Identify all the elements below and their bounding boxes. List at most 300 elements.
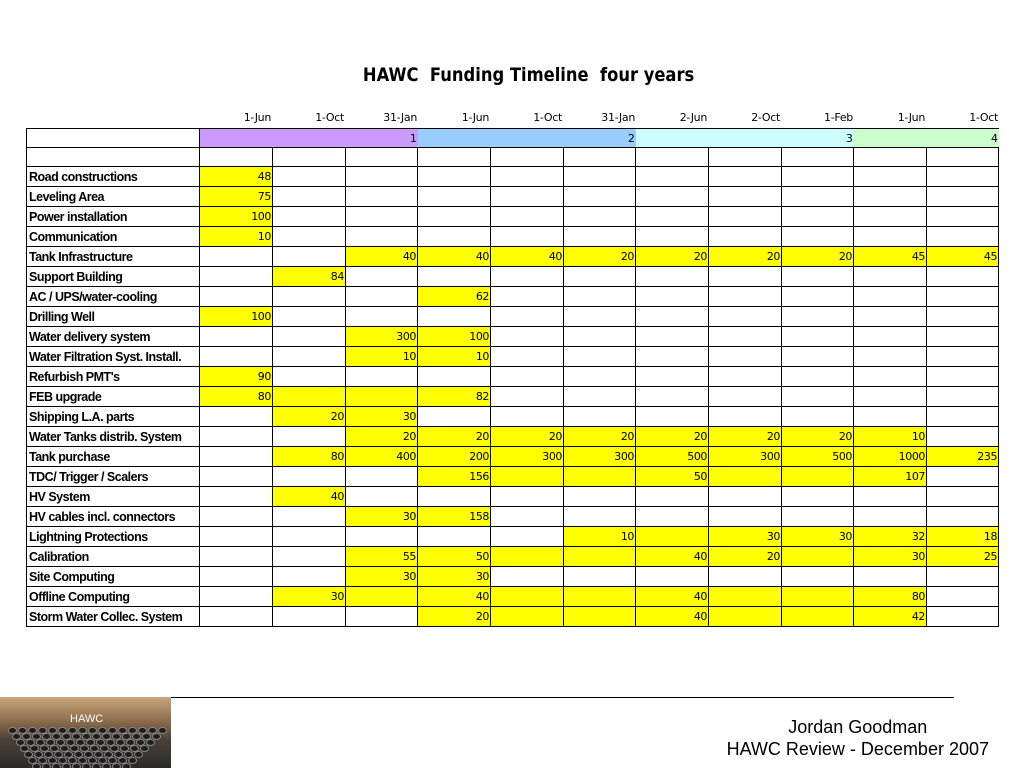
funding-cell: [491, 387, 564, 407]
funding-cell: 80: [854, 587, 927, 607]
funding-cell: [709, 327, 782, 347]
funding-cell: 48: [200, 167, 273, 187]
funding-cell: [273, 367, 346, 387]
blank-cell: [418, 148, 491, 167]
date-label: 1-Jun: [461, 111, 489, 124]
funding-cell: [491, 327, 564, 347]
date-label: 1-Oct: [969, 111, 998, 124]
funding-cell: 75: [200, 187, 273, 207]
funding-cell: [200, 587, 273, 607]
funding-cell: [636, 487, 709, 507]
funding-cell: [636, 367, 709, 387]
funding-cell: 500: [782, 447, 854, 467]
funding-cell: [346, 207, 418, 227]
funding-cell: [927, 587, 999, 607]
funding-cell: [636, 527, 709, 547]
blank-cell: [854, 148, 927, 167]
row-label: Water Tanks distrib. System: [27, 427, 200, 447]
funding-cell: [709, 387, 782, 407]
date-label: 1-Oct: [315, 111, 344, 124]
funding-cell: [418, 187, 491, 207]
year-band-row: [27, 129, 999, 148]
row-label: Road constructions: [27, 167, 200, 187]
funding-cell: [927, 487, 999, 507]
tank-icon: [62, 763, 71, 768]
funding-cell: 300: [346, 327, 418, 347]
funding-cell: [927, 467, 999, 487]
funding-cell: [564, 407, 636, 427]
funding-cell: [491, 607, 564, 627]
funding-cell: 107: [854, 467, 927, 487]
funding-cell: [346, 387, 418, 407]
funding-cell: 84: [273, 267, 346, 287]
funding-cell: [927, 387, 999, 407]
date-label: 31-Jan: [383, 111, 417, 124]
funding-cell: [709, 267, 782, 287]
funding-cell: [927, 367, 999, 387]
year-band-4: 4: [854, 129, 999, 148]
funding-cell: [709, 227, 782, 247]
funding-cell: [273, 167, 346, 187]
funding-cell: [636, 267, 709, 287]
table-row: [27, 607, 999, 627]
funding-cell: 40: [491, 247, 564, 267]
year-band-3: 3: [636, 129, 854, 148]
funding-cell: 40: [346, 247, 418, 267]
funding-cell: [273, 507, 346, 527]
funding-cell: [273, 427, 346, 447]
date-label: 1-Feb: [824, 111, 853, 124]
funding-cell: [346, 587, 418, 607]
funding-cell: 20: [273, 407, 346, 427]
funding-cell: [709, 567, 782, 587]
table-row: [27, 427, 999, 447]
funding-cell: [418, 487, 491, 507]
table-row: [27, 187, 999, 207]
funding-cell: [636, 207, 709, 227]
funding-cell: 158: [418, 507, 491, 527]
blank-cell: [564, 148, 636, 167]
funding-cell: [636, 347, 709, 367]
funding-cell: [709, 287, 782, 307]
funding-cell: [782, 487, 854, 507]
date-label: 1-Jun: [897, 111, 925, 124]
funding-cell: [200, 267, 273, 287]
funding-cell: [927, 567, 999, 587]
funding-cell: [564, 587, 636, 607]
funding-cell: [418, 227, 491, 247]
funding-cell: [491, 407, 564, 427]
date-label: 2-Oct: [751, 111, 780, 124]
slide-title: HAWC Funding Timeline four years: [362, 64, 695, 86]
funding-cell: 20: [709, 547, 782, 567]
table-row: [27, 507, 999, 527]
funding-cell: [927, 347, 999, 367]
funding-cell: [564, 327, 636, 347]
funding-cell: [709, 167, 782, 187]
funding-cell: [854, 407, 927, 427]
funding-cell: [564, 307, 636, 327]
funding-cell: [346, 167, 418, 187]
funding-cell: [782, 407, 854, 427]
funding-cell: 30: [346, 407, 418, 427]
funding-cell: [709, 487, 782, 507]
table-row: [27, 307, 999, 327]
row-label: Tank purchase: [27, 447, 200, 467]
footer-divider: [170, 697, 954, 698]
funding-cell: [418, 307, 491, 327]
funding-cell: [564, 187, 636, 207]
funding-cell: [782, 347, 854, 367]
funding-cell: 300: [491, 447, 564, 467]
funding-cell: [564, 167, 636, 187]
funding-cell: [636, 507, 709, 527]
funding-cell: 20: [418, 427, 491, 447]
funding-cell: 100: [200, 207, 273, 227]
table-row: [27, 467, 999, 487]
funding-cell: 80: [273, 447, 346, 467]
funding-cell: 30: [854, 547, 927, 567]
funding-cell: 30: [273, 587, 346, 607]
blank-cell: [782, 148, 854, 167]
funding-cell: [636, 387, 709, 407]
funding-cell: [346, 307, 418, 327]
funding-cell: 20: [564, 427, 636, 447]
funding-cell: [200, 427, 273, 447]
funding-cell: 20: [709, 427, 782, 447]
funding-cell: 235: [927, 447, 999, 467]
funding-cell: [564, 467, 636, 487]
funding-cell: [564, 267, 636, 287]
table-row: [27, 447, 999, 467]
funding-cell: [273, 207, 346, 227]
funding-cell: [491, 587, 564, 607]
funding-cell: [273, 547, 346, 567]
row-label: Calibration: [27, 547, 200, 567]
funding-cell: 40: [636, 607, 709, 627]
funding-cell: [491, 227, 564, 247]
table-row: [27, 387, 999, 407]
funding-cell: [273, 527, 346, 547]
funding-cell: [636, 407, 709, 427]
funding-cell: [564, 227, 636, 247]
row-label: Offline Computing: [27, 587, 200, 607]
funding-cell: 10: [346, 347, 418, 367]
funding-cell: [927, 507, 999, 527]
row-label: FEB upgrade: [27, 387, 200, 407]
funding-cell: [273, 607, 346, 627]
funding-cell: [564, 547, 636, 567]
funding-cell: 82: [418, 387, 491, 407]
funding-cell: [491, 307, 564, 327]
blank-cell: [27, 148, 200, 167]
funding-cell: 40: [636, 587, 709, 607]
funding-cell: [564, 367, 636, 387]
funding-cell: 18: [927, 527, 999, 547]
funding-cell: 20: [636, 427, 709, 447]
funding-cell: [273, 327, 346, 347]
funding-cell: [927, 187, 999, 207]
funding-cell: [782, 367, 854, 387]
funding-cell: [782, 267, 854, 287]
funding-cell: [346, 467, 418, 487]
funding-cell: [491, 367, 564, 387]
funding-cell: [564, 207, 636, 227]
blank-cell: [200, 148, 273, 167]
tank-icon: [52, 763, 61, 768]
funding-cell: [636, 287, 709, 307]
table-row: [27, 547, 999, 567]
funding-cell: [782, 327, 854, 347]
funding-cell: [782, 307, 854, 327]
funding-cell: 100: [418, 327, 491, 347]
logo-text: HAWC: [70, 713, 104, 725]
funding-cell: [491, 167, 564, 187]
funding-cell: [273, 347, 346, 367]
funding-cell: [564, 607, 636, 627]
table-row: [27, 487, 999, 507]
funding-cell: [200, 527, 273, 547]
row-label: Communication: [27, 227, 200, 247]
funding-cell: [636, 307, 709, 327]
date-label: 31-Jan: [601, 111, 635, 124]
blank-cell: [491, 148, 564, 167]
funding-cell: [200, 487, 273, 507]
row-label: HV cables incl. connectors: [27, 507, 200, 527]
funding-cell: [564, 567, 636, 587]
funding-cell: [273, 247, 346, 267]
blank-cell: [273, 148, 346, 167]
funding-cell: [782, 467, 854, 487]
funding-cell: [927, 407, 999, 427]
funding-cell: [636, 327, 709, 347]
funding-cell: [200, 467, 273, 487]
funding-cell: [927, 287, 999, 307]
funding-cell: [854, 347, 927, 367]
funding-cell: 300: [709, 447, 782, 467]
funding-cell: [418, 367, 491, 387]
funding-cell: [346, 487, 418, 507]
funding-cell: [273, 467, 346, 487]
year-band-label-cell: [27, 129, 200, 148]
funding-cell: [200, 347, 273, 367]
funding-cell: [491, 487, 564, 507]
tank-icon: [92, 763, 101, 768]
funding-cell: [491, 287, 564, 307]
funding-cell: [927, 607, 999, 627]
date-label: 2-Jun: [679, 111, 707, 124]
funding-cell: [564, 507, 636, 527]
row-label: Leveling Area: [27, 187, 200, 207]
blank-cell: [927, 148, 999, 167]
funding-cell: [491, 527, 564, 547]
funding-cell: 500: [636, 447, 709, 467]
funding-cell: 50: [636, 467, 709, 487]
funding-cell: [709, 347, 782, 367]
funding-cell: [491, 547, 564, 567]
year-band-2: 2: [418, 129, 636, 148]
funding-cell: [418, 407, 491, 427]
funding-cell: [854, 507, 927, 527]
table-row: [27, 347, 999, 367]
funding-cell: [491, 187, 564, 207]
tank-icon: [32, 763, 41, 768]
funding-cell: [200, 247, 273, 267]
funding-cell: 42: [854, 607, 927, 627]
funding-cell: [564, 287, 636, 307]
row-label: Tank Infrastructure: [27, 247, 200, 267]
row-label: HV System: [27, 487, 200, 507]
funding-cell: [854, 387, 927, 407]
funding-cell: 20: [636, 247, 709, 267]
funding-cell: 30: [346, 567, 418, 587]
funding-cell: 20: [709, 247, 782, 267]
funding-cell: [854, 187, 927, 207]
funding-cell: 62: [418, 287, 491, 307]
funding-cell: [782, 187, 854, 207]
funding-cell: [636, 187, 709, 207]
funding-cell: 400: [346, 447, 418, 467]
funding-cell: 40: [418, 587, 491, 607]
funding-cell: [200, 567, 273, 587]
funding-cell: 30: [346, 507, 418, 527]
table-row: [27, 527, 999, 547]
funding-cell: [491, 207, 564, 227]
funding-cell: [709, 607, 782, 627]
funding-cell: 300: [564, 447, 636, 467]
funding-cell: [491, 507, 564, 527]
funding-cell: [200, 447, 273, 467]
funding-cell: [927, 167, 999, 187]
funding-cell: [273, 287, 346, 307]
funding-cell: 40: [273, 487, 346, 507]
funding-cell: 30: [782, 527, 854, 547]
funding-cell: [346, 267, 418, 287]
funding-cell: [709, 507, 782, 527]
funding-cell: [709, 207, 782, 227]
table-row: [27, 207, 999, 227]
funding-cell: 20: [564, 247, 636, 267]
funding-cell: [346, 227, 418, 247]
funding-cell: [927, 427, 999, 447]
row-label: Power installation: [27, 207, 200, 227]
funding-cell: [491, 467, 564, 487]
year-band-1: 1: [200, 129, 418, 148]
funding-cell: [346, 527, 418, 547]
tank-icon: [72, 763, 81, 768]
row-label: Refurbish PMT's: [27, 367, 200, 387]
funding-timeline-table: [26, 128, 999, 627]
funding-cell: 55: [346, 547, 418, 567]
funding-cell: [273, 567, 346, 587]
funding-cell: [418, 207, 491, 227]
funding-cell: [564, 347, 636, 367]
funding-cell: 156: [418, 467, 491, 487]
funding-cell: [709, 467, 782, 487]
table-row: [27, 247, 999, 267]
funding-cell: 20: [346, 427, 418, 447]
table-row: [27, 267, 999, 287]
row-label: Water delivery system: [27, 327, 200, 347]
funding-cell: [927, 207, 999, 227]
funding-cell: 20: [782, 247, 854, 267]
funding-cell: [418, 167, 491, 187]
funding-cell: [854, 307, 927, 327]
funding-cell: [273, 387, 346, 407]
table-row: [27, 407, 999, 427]
funding-cell: 25: [927, 547, 999, 567]
funding-cell: 90: [200, 367, 273, 387]
funding-cell: [709, 407, 782, 427]
row-label: Site Computing: [27, 567, 200, 587]
funding-cell: [491, 567, 564, 587]
footer-author: Jordan Goodman: [788, 717, 928, 737]
funding-cell: 200: [418, 447, 491, 467]
funding-cell: [927, 267, 999, 287]
funding-cell: [854, 327, 927, 347]
funding-cell: [927, 327, 999, 347]
row-label: Lightning Protections: [27, 527, 200, 547]
table-row: [27, 327, 999, 347]
funding-cell: 30: [418, 567, 491, 587]
footer-credit: [727, 716, 989, 760]
funding-cell: [636, 167, 709, 187]
row-label: Drilling Well: [27, 307, 200, 327]
blank-cell: [636, 148, 709, 167]
funding-cell: 10: [564, 527, 636, 547]
funding-cell: [200, 547, 273, 567]
tank-icon: [102, 763, 111, 768]
funding-cell: [709, 587, 782, 607]
funding-cell: [927, 227, 999, 247]
date-label: 1-Jun: [243, 111, 271, 124]
funding-cell: 45: [927, 247, 999, 267]
tank-icon: [112, 763, 121, 768]
funding-cell: 40: [418, 247, 491, 267]
funding-cell: [782, 547, 854, 567]
funding-cell: [782, 567, 854, 587]
funding-cell: [273, 187, 346, 207]
funding-cell: [854, 167, 927, 187]
funding-cell: [636, 567, 709, 587]
funding-cell: [346, 607, 418, 627]
blank-cell: [709, 148, 782, 167]
funding-cell: 20: [782, 427, 854, 447]
funding-cell: [200, 507, 273, 527]
row-label: AC / UPS/water-cooling: [27, 287, 200, 307]
hawc-logo-image: [0, 697, 171, 768]
funding-cell: [782, 167, 854, 187]
funding-cell: [854, 267, 927, 287]
funding-cell: 10: [418, 347, 491, 367]
funding-cell: 10: [854, 427, 927, 447]
tank-icon: [42, 763, 51, 768]
funding-cell: [854, 287, 927, 307]
funding-cell: 1000: [854, 447, 927, 467]
funding-cell: [709, 307, 782, 327]
blank-cell: [346, 148, 418, 167]
funding-cell: [782, 587, 854, 607]
funding-cell: 45: [854, 247, 927, 267]
funding-cell: [854, 567, 927, 587]
funding-cell: [200, 407, 273, 427]
funding-cell: [491, 347, 564, 367]
funding-cell: [782, 227, 854, 247]
funding-cell: [200, 607, 273, 627]
funding-cell: [854, 487, 927, 507]
funding-cell: [782, 507, 854, 527]
table-row: [27, 367, 999, 387]
